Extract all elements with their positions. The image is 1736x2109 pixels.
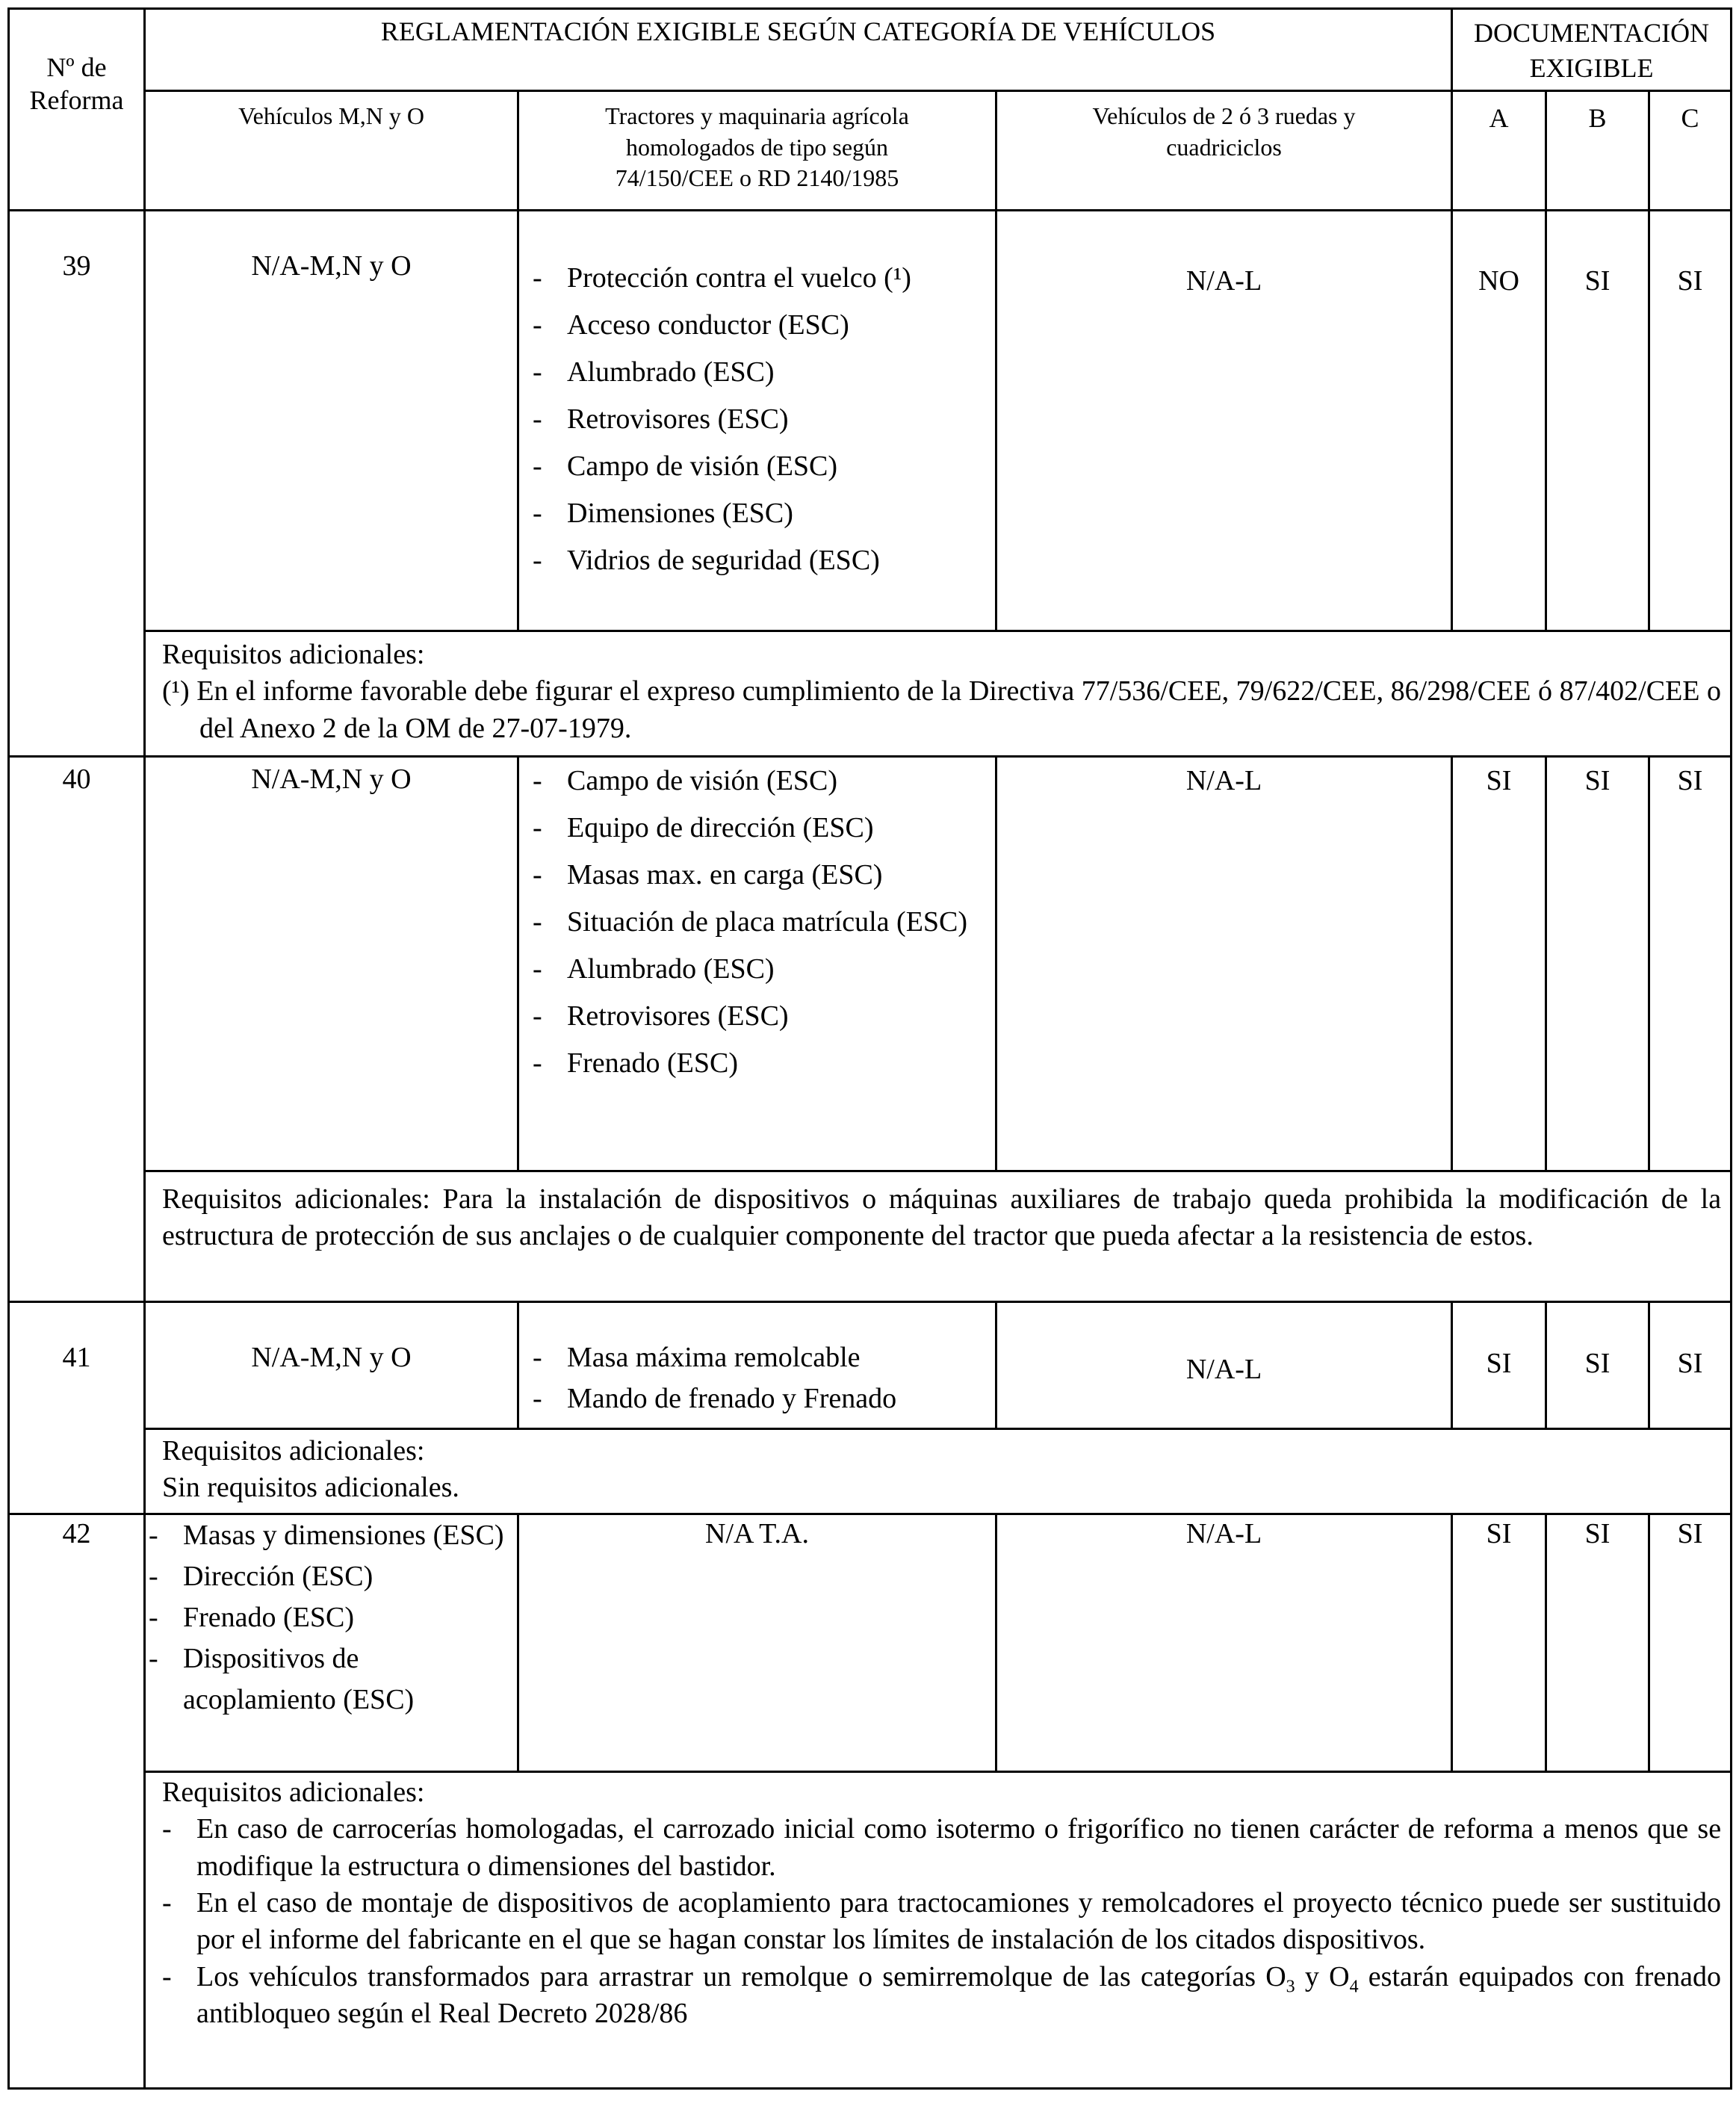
wheels-cell: N/A-L	[996, 757, 1452, 1171]
list-item: - Vidrios de seguridad (ESC)	[533, 537, 985, 584]
regulation-table	[7, 7, 1732, 2090]
additional-requirements-title: Requisitos adicionales:	[162, 1435, 425, 1467]
table-row	[9, 1514, 1732, 1771]
doc-c-cell: SI	[1649, 1302, 1732, 1429]
header-doc-b: B	[1546, 91, 1649, 211]
tractors-cell	[518, 1302, 996, 1429]
tractors-cell	[518, 211, 996, 631]
list-item: - Frenado (ESC)	[533, 1040, 985, 1087]
header-documentation-title: DOCUMENTACIÓN EXIGIBLE	[1452, 9, 1732, 91]
additional-requirements	[145, 1429, 1732, 1514]
doc-c-cell: SI	[1649, 1514, 1732, 1771]
mno-cell: N/A-M,N y O	[145, 1302, 518, 1429]
table-row	[9, 1302, 1732, 1429]
reform-number: 41	[9, 1302, 145, 1514]
list-item: - Campo de visión (ESC)	[533, 443, 985, 490]
list-item: - Equipo de dirección (ESC)	[533, 805, 985, 852]
list-item: - Campo de visión (ESC)	[533, 758, 985, 805]
doc-b-cell: SI	[1546, 1514, 1649, 1771]
header-tractors: Tractores y maquinaria agrícola homologados de tipo según 74/150/CEE o RD 2140/1985	[518, 91, 996, 211]
doc-b-cell: SI	[1546, 757, 1649, 1171]
doc-b-cell: SI	[1546, 1302, 1649, 1429]
wheels-cell: N/A-L	[996, 211, 1452, 631]
doc-a-cell: SI	[1452, 1514, 1546, 1771]
header-doc-a: A	[1452, 91, 1546, 211]
list-item: - Alumbrado (ESC)	[533, 349, 985, 396]
list-item: - Retrovisores (ESC)	[533, 993, 985, 1040]
wheels-cell: N/A-L	[996, 1302, 1452, 1429]
mno-cell: N/A-M,N y O	[145, 211, 518, 631]
list-item: - En el caso de montaje de dispositivos de acoplamiento para tractocamiones y remolcadores el proyecto técnico puede ser sustituido por el informe del fabricante en el que se hagan constar los límites de instalación de los citados dispositivos.	[162, 1885, 1721, 1959]
list-item: - Mando de frenado y Frenado	[533, 1378, 985, 1419]
list-item: - Protección contra el vuelco (¹)	[533, 255, 985, 302]
list-item: - Frenado (ESC)	[149, 1597, 506, 1638]
list-item: - Acceso conductor (ESC)	[533, 302, 985, 349]
footnote-text: (¹) En el informe favorable debe figurar el expreso cumplimiento de la Directiva 77/536/CEE, 79/622/CEE, 86/298/CEE ó 87/402/CEE o del Anexo 2 de la OM de 27-07-1979.	[162, 675, 1722, 744]
doc-b-cell: SI	[1546, 211, 1649, 631]
reform-number: 39	[9, 211, 145, 757]
table-row	[9, 211, 1732, 631]
list-item: - Masas y dimensiones (ESC)	[149, 1515, 506, 1556]
additional-requirements-text: Sin requisitos adicionales.	[162, 1472, 459, 1504]
header-doc-c: C	[1649, 91, 1732, 211]
additional-requirements	[145, 1771, 1732, 2088]
doc-a-cell: SI	[1452, 1302, 1546, 1429]
list-item: - Situación de placa matrícula (ESC)	[533, 899, 985, 946]
list-item: - En caso de carrocerías homologadas, el carrozado inicial como isotermo o frigorífico no tienen carácter de reforma a menos que se modifique la estructura o dimensiones del bastidor.	[162, 1811, 1721, 1885]
additional-requirements	[145, 631, 1732, 757]
tractors-cell: N/A T.A.	[518, 1514, 996, 1771]
list-item: - Dispositivos de acoplamiento (ESC)	[149, 1638, 506, 1721]
additional-requirements-title: Requisitos adicionales:	[162, 639, 425, 670]
tractors-cell	[518, 757, 996, 1171]
table-row	[9, 757, 1732, 1171]
reform-number: 42	[9, 1514, 145, 2088]
list-item: - Dimensiones (ESC)	[533, 490, 985, 537]
doc-c-cell: SI	[1649, 757, 1732, 1171]
mno-cell	[145, 1514, 518, 1771]
list-item: - Masa máxima remolcable	[533, 1337, 985, 1378]
list-item: - Dirección (ESC)	[149, 1556, 506, 1597]
reform-number: 40	[9, 757, 145, 1302]
doc-a-cell: SI	[1452, 757, 1546, 1171]
list-item: - Alumbrado (ESC)	[533, 946, 985, 993]
wheels-cell: N/A-L	[996, 1514, 1452, 1771]
list-item: - Retrovisores (ESC)	[533, 396, 985, 443]
list-item: - Masas max. en carga (ESC)	[533, 852, 985, 899]
additional-requirements-title: Requisitos adicionales:	[162, 1776, 425, 1808]
list-item: - Los vehículos transformados para arrastrar un remolque o semirremolque de las categorías $O_3$ y $O_4$ estarán equipados con frenado antibloqueo según el Real Decreto 2028/86	[162, 1959, 1721, 2033]
doc-a-cell: NO	[1452, 211, 1546, 631]
header-reform-number: Nº de Reforma	[9, 9, 145, 211]
header-main-title: REGLAMENTACIÓN EXIGIBLE SEGÚN CATEGORÍA DE VEHÍCULOS	[145, 9, 1452, 91]
mno-cell: N/A-M,N y O	[145, 757, 518, 1171]
doc-c-cell: SI	[1649, 211, 1732, 631]
header-two-three-wheels: Vehículos de 2 ó 3 ruedas y cuadriciclos	[996, 91, 1452, 211]
header-vehicles-mno: Vehículos M,N y O	[145, 91, 518, 211]
additional-requirements: Requisitos adicionales: Para la instalación de dispositivos o máquinas auxiliares de trabajo queda prohibida la modificación de la estructura de protección de sus anclajes o de cualquier componente del tractor que pueda afectar a la resistencia de estos.	[145, 1171, 1732, 1302]
